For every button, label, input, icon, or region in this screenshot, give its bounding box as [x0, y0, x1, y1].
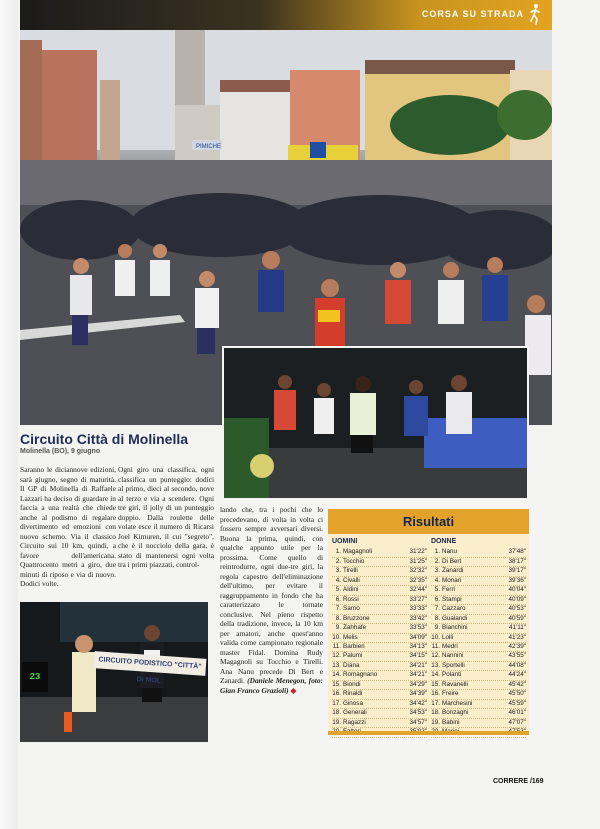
result-time: 34'15": [409, 652, 427, 660]
result-time: 34'09": [409, 633, 427, 641]
result-time: 45'59": [508, 699, 526, 707]
result-position: 4.: [335, 576, 341, 584]
result-row: [332, 596, 427, 605]
article-column-3-text: lando che, tra i pochi che lo precedevano, di volta in volta ci fossero sempre avversari diversi. Buona la prima, quindi, con qualche appunto utile per la prossima. Come quello di reintrodurre, ogni due-tre giri, la regola capestro dell'eliminazione dell'ultimo, per evitare il raggruppamento in fondo che ha caratterizzato le tornate conclusive. Nel pieno rispetto della tradizione, invece, la 10 km per amatori, anche quest'anno valida come campionato regionale master Fidal. Domina Rudy Magagnoli su Tocchio e Tirelli. Ana Nanu precede Di Bert e Zanardi.: [220, 505, 323, 685]
result-name: Diana: [343, 661, 360, 669]
photo-credit: (Daniele Menegon, foto: Gian Franco Grazioli): [220, 676, 323, 695]
finish-line-photo: [20, 602, 208, 742]
section-label: CORSA SU STRADA: [421, 9, 524, 19]
result-position: 9.: [335, 624, 341, 632]
result-time: 37'48": [508, 548, 526, 556]
result-row: [332, 690, 427, 699]
result-name: Palumi: [343, 652, 363, 660]
result-time: 44'24": [508, 671, 526, 679]
result-time: 40'59": [508, 614, 526, 622]
result-name: Freire: [442, 690, 459, 698]
result-row: [332, 586, 427, 595]
result-row: [332, 719, 427, 728]
article-title: Circuito Città di Molinella: [20, 431, 189, 447]
result-time: 41'23": [508, 633, 526, 641]
result-row: [431, 586, 526, 595]
result-name: Cazzaro: [442, 605, 466, 613]
result-position: 19.: [431, 718, 440, 726]
result-time: 33'33": [409, 605, 427, 613]
result-position: 13.: [431, 661, 440, 669]
result-row: [431, 700, 526, 709]
result-position: 15.: [431, 680, 440, 688]
results-women-label: DONNE: [431, 538, 457, 545]
page-edge: [0, 0, 18, 829]
result-position: 14.: [431, 671, 440, 679]
result-time: 38'17": [508, 557, 526, 565]
result-time: 34'21": [409, 671, 427, 679]
page-footer: CORRERE /169: [493, 778, 544, 785]
result-position: 2.: [434, 557, 440, 565]
result-row: [332, 624, 427, 633]
result-position: 16.: [431, 690, 440, 698]
result-time: 46'01": [508, 709, 526, 717]
result-row: [332, 652, 427, 661]
result-position: 19.: [332, 718, 341, 726]
result-name: Ravanelli: [442, 680, 468, 688]
result-name: Babini: [442, 718, 460, 726]
result-position: 5.: [434, 586, 440, 594]
result-time: 34'39": [409, 690, 427, 698]
article-column-3: [220, 505, 323, 695]
result-time: 39'36": [508, 576, 526, 584]
result-time: 34'42": [409, 699, 427, 707]
result-time: 43'55": [508, 652, 526, 660]
race-clock: 23: [22, 662, 48, 692]
result-name: Rossi: [343, 595, 359, 603]
result-name: Nannini: [442, 652, 464, 660]
result-position: 2.: [335, 557, 341, 565]
night-race-scene: [224, 348, 527, 498]
result-name: Ragazzi: [343, 718, 366, 726]
result-time: 45'42": [508, 680, 526, 688]
result-time: 34'57": [409, 718, 427, 726]
result-time: 44'08": [508, 661, 526, 669]
result-row: [431, 624, 526, 633]
result-row: [431, 548, 526, 557]
result-row: [332, 709, 427, 718]
result-position: 7.: [434, 605, 440, 613]
result-name: Rinaldi: [343, 690, 363, 698]
result-name: Bruzzone: [343, 614, 370, 622]
result-name: Romagnano: [343, 671, 378, 679]
results-women: [431, 538, 526, 738]
result-name: Lolli: [442, 633, 454, 641]
results-title: Risultati: [328, 509, 529, 534]
result-time: 34'21": [409, 661, 427, 669]
result-time: 31'25": [409, 557, 427, 565]
result-name: Medri: [442, 642, 458, 650]
result-position: 4.: [434, 576, 440, 584]
results-men-label: UOMINI: [332, 538, 358, 545]
result-name: Tirelli: [343, 567, 358, 575]
result-row: [332, 567, 427, 576]
result-name: Polanti: [442, 671, 462, 679]
article-column-2: Ogni giro una classifica, ogni classifica un punteggio: dodici al primo, dieci al secondo, nove al terzo e via a scendere. Ogni tre giri, il jolly di un punteggio doppio. Dalla roulette delle volate esce il numero di Ricarsi Joel Kimuren, il cui "segreto", che è il nocciolo della gara, è stato di mantenersi ogni volta tra i primi piazzati, control-: [118, 465, 214, 569]
result-row: [431, 596, 526, 605]
result-time: 40'53": [508, 605, 526, 613]
result-position: 6.: [434, 595, 440, 603]
result-name: Monari: [442, 576, 462, 584]
result-row: [431, 615, 526, 624]
result-name: Ginosa: [343, 699, 363, 707]
result-time: 34'13": [409, 642, 427, 650]
result-position: 6.: [335, 595, 341, 603]
result-row: [431, 605, 526, 614]
result-time: 34'29": [409, 680, 427, 688]
result-position: 11.: [431, 642, 440, 650]
result-position: 1.: [434, 548, 440, 556]
result-row: [431, 719, 526, 728]
result-name: Bonzaghi: [442, 709, 469, 717]
result-row: [332, 577, 427, 586]
result-name: Magagnoli: [343, 548, 373, 556]
result-row: [431, 634, 526, 643]
result-row: [431, 577, 526, 586]
result-time: 32'32": [409, 567, 427, 575]
result-position: 13.: [332, 661, 341, 669]
result-row: [431, 681, 526, 690]
result-row: [332, 634, 427, 643]
result-time: 39'17": [508, 567, 526, 575]
result-time: 40'04": [508, 586, 526, 594]
result-time: 41'11": [509, 624, 526, 632]
section-header-bar: [20, 0, 552, 30]
result-time: 32'35": [409, 576, 427, 584]
shop-sign: PIMICHE: [196, 144, 222, 150]
result-position: 18.: [332, 709, 341, 717]
result-row: [332, 548, 427, 557]
result-position: 15.: [332, 680, 341, 688]
result-name: Barbieri: [343, 642, 365, 650]
result-row: [332, 700, 427, 709]
result-name: Tocchio: [343, 557, 365, 565]
night-race-photo: [222, 346, 529, 500]
result-row: [332, 681, 427, 690]
result-time: 31'22": [409, 548, 427, 556]
article-dateline: Molinella (BO), 9 giugno: [20, 448, 101, 455]
result-time: 33'27": [409, 595, 427, 603]
result-position: 3.: [434, 567, 440, 575]
result-row: [332, 671, 427, 680]
result-position: 12.: [332, 652, 341, 660]
result-row: [431, 662, 526, 671]
result-row: [431, 709, 526, 718]
result-position: 3.: [335, 567, 341, 575]
results-footer-bar: [328, 731, 529, 735]
result-name: Sportelli: [442, 661, 465, 669]
end-mark-icon: ◆: [290, 685, 297, 695]
result-name: Stampi: [442, 595, 462, 603]
result-name: Zanardi: [442, 567, 464, 575]
result-name: Marchesini: [442, 699, 473, 707]
runner-icon: [528, 3, 542, 25]
finish-banner: CIRCUITO PODISTICO "CITTÀ" DI MOL: [94, 651, 207, 676]
result-position: 18.: [431, 709, 440, 717]
result-time: 42'39": [508, 642, 526, 650]
result-position: 17.: [431, 699, 440, 707]
result-position: 11.: [332, 642, 341, 650]
result-position: 9.: [434, 624, 440, 632]
result-time: 33'53": [409, 624, 427, 632]
result-row: [332, 643, 427, 652]
result-name: Bianchini: [442, 624, 468, 632]
result-position: 12.: [431, 652, 440, 660]
result-row: [431, 652, 526, 661]
result-name: Ferri: [442, 586, 455, 594]
result-name: Civalli: [343, 576, 360, 584]
result-row: [431, 558, 526, 567]
result-position: 10.: [431, 633, 440, 641]
result-name: Gualandi: [442, 614, 468, 622]
result-name: Biondi: [343, 680, 361, 688]
result-position: 14.: [332, 671, 341, 679]
result-name: Generali: [343, 709, 367, 717]
result-time: 47'07": [508, 718, 526, 726]
result-time: 33'42": [409, 614, 427, 622]
results-box: [328, 509, 529, 735]
result-row: [431, 671, 526, 680]
result-name: Aldini: [343, 586, 359, 594]
result-row: [332, 558, 427, 567]
result-row: [332, 615, 427, 624]
result-name: Nanu: [442, 548, 458, 556]
result-position: 1.: [335, 548, 341, 556]
result-name: Melis: [343, 633, 358, 641]
result-time: 40'09": [508, 595, 526, 603]
results-men: [332, 538, 427, 738]
result-position: 16.: [332, 690, 341, 698]
result-row: [332, 662, 427, 671]
result-name: Sarno: [343, 605, 360, 613]
result-time: 45'50": [508, 690, 526, 698]
result-position: 17.: [332, 699, 341, 707]
article-column-1: Saranno le diciannove edizioni, sarà giugno, segno di maturità. Il GP di Molinella di Raffaele Lazzari ha deciso di guardare in faccia a una realtà che chiede anche al podismo di regalare divertimento ed emozioni con nuovo schemo. Via il classico Circuito sui 10 km, quindi, a favore dell'americana. Quattrocento metri a giro, due minuti di riposo e via di nuovo. Dodici volte.: [20, 465, 116, 588]
result-position: 5.: [335, 586, 341, 594]
result-name: Zahhafe: [343, 624, 367, 632]
result-row: [431, 690, 526, 699]
result-position: 10.: [332, 633, 341, 641]
result-position: 8.: [434, 614, 440, 622]
result-name: Di Bert: [442, 557, 462, 565]
result-position: 8.: [335, 614, 341, 622]
result-time: 32'44": [409, 586, 427, 594]
result-row: [332, 605, 427, 614]
result-position: 7.: [335, 605, 341, 613]
result-row: [431, 643, 526, 652]
result-row: [431, 567, 526, 576]
result-time: 34'53": [409, 709, 427, 717]
